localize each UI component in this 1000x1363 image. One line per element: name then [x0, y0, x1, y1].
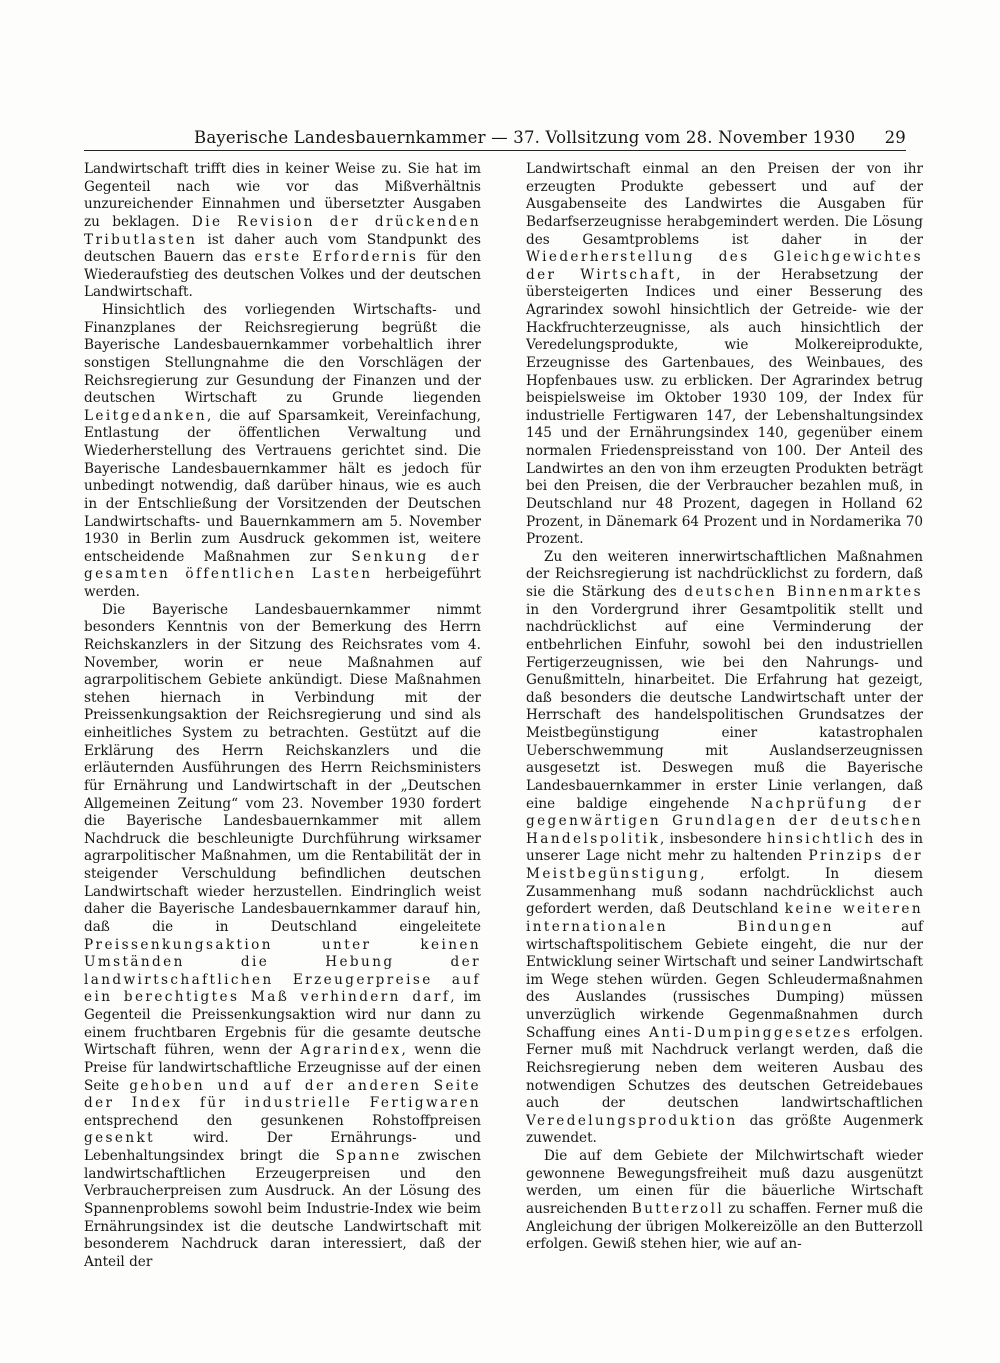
spaced-emphasis: Die Revision der drückenden Tributlasten: [84, 213, 481, 248]
spaced-emphasis: Anti-Dumpinggesetzes: [649, 1024, 853, 1041]
right-text-column: [526, 161, 923, 1254]
text-run: zwischen landwirtschaftlichen Erzeugerpreisen und den Verbraucherpreisen zum Ausdruck. An der Lösung des Spannenproblems sowohl beim Industrie-Index wie beim Ernährungsindex ist die deutsche Landwirtschaft mit besonderem Nachdruck daran interessiert, daß der Anteil der: [84, 1148, 481, 1270]
text-run: auf wirtschaftspolitischem Gebiete eingeht, die nur der Entwicklung seiner Wirtschaft und seiner Landwirtschaft im Wege stehen würden. Gegen Schleudermaßnahmen des Auslandes (russisches Dumping) müssen unverzüglich wirkende Gegenmaßnahmen durch Schaffung eines: [526, 918, 923, 1041]
paragraph: [526, 161, 923, 549]
text-run: wird. Der Ernährungs- und Lebenhaltungsindex bringt die: [84, 1130, 481, 1164]
paragraph: [84, 161, 481, 302]
header-rule: [84, 150, 906, 151]
paragraph: [84, 302, 481, 602]
spaced-emphasis: deutschen Binnenmarktes: [684, 584, 923, 600]
text-run: Landwirtschaft trifft dies in keiner Weise zu. Sie hat im Gegenteil nach wie vor das Mißverhältnis unzureichender Einnahmen und übersetzter Ausgaben zu beklagen.: [84, 161, 481, 230]
text-run: Zu den weiteren innerwirtschaftlichen Maßnahmen der Reichsregierung ist nachdrücklichst zu fordern, daß sie die Stärkung des: [526, 548, 923, 600]
text-run: das größte Augenmerk zuwendet.: [526, 1112, 923, 1147]
spaced-emphasis: erste Erfordernis: [254, 249, 419, 266]
paragraph: [526, 1148, 923, 1254]
paragraph: [84, 602, 481, 1272]
text-run: ist daher auch vom Standpunkt des deutschen Bauern das: [84, 231, 481, 266]
text-run: , erfolgt. In diesem Zusammenhang muß sodann nachdrücklichst auch gefordert werden, daß Deutschland: [526, 866, 923, 918]
spaced-emphasis: gehoben und auf der anderen Seite der Index für industrielle Fertigwaren: [84, 1077, 481, 1112]
running-header: [84, 127, 906, 149]
spaced-emphasis: keine weiteren internationalen Bindungen: [526, 901, 923, 935]
spaced-emphasis: Veredelungsproduktion: [526, 1112, 738, 1129]
text-run: herbeigeführt werden.: [84, 566, 481, 600]
spaced-emphasis: Butterzoll: [631, 1200, 725, 1217]
text-run: des in unserer Lage nicht mehr zu haltenden: [526, 830, 923, 865]
spaced-emphasis: Prinzips der Meistbegünstigung: [526, 848, 923, 882]
spaced-emphasis: Agrarindex: [300, 1042, 402, 1059]
spaced-emphasis: gesenkt: [84, 1130, 156, 1147]
spaced-emphasis: Senkung der gesamten öffentlichen Lasten: [84, 548, 481, 583]
spaced-emphasis: Nachprüfung der gegenwärtigen Grundlagen der deutschen Handelspolitik: [526, 795, 923, 847]
text-run: , im Gegenteil die Preissenkungsaktion wird nur dann zu einem fruchtbaren Ergebnis für die gesamte deutsche Wirtschaft führen, wenn der: [84, 989, 481, 1059]
text-run: , insbesondere: [660, 830, 767, 847]
left-text-column: [84, 161, 481, 1271]
text-run: , in der Herabsetzung der übersteigerten Indices und einer Besserung des Agrarindex sowohl hinsichtlich der Getreide- wie der Hackfruchterzeugnisse, als auch hinsichtlich der Veredelungsprodukte, wie Molkereiprodukte, Erzeugnisse des Gartenbaues, des Weinbaues, des Hopfenbaues usw. zu erblicken. Der Agrarindex betrug beispielsweise im Oktober 1930 109, der Index für industrielle Fertigwaren 147, der Lebenshaltungsindex 145 und der Ernährungsindex 140, gegenüber einem normalen Friedenspreisstand von 100. Der Anteil des Landwirtes an den von ihm erzeugten Produkten beträgt bei den Preisen, die der Verbraucher bezahlen muß, in Deutschland nur 48 Prozent, dagegen in Holland 62 Prozent, in Dänemark 64 Prozent und in Nordamerika 70 Prozent.: [526, 266, 924, 548]
text-run: in den Vordergrund ihrer Gesamtpolitik stellt und nachdrücklichst auf eine Verminderung der entbehrlichen Einfuhr, sowohl bei den industriellen Fertigerzeugnissen, wie bei den Nahrungs- und Genußmitteln, hinarbeitet. Die Erfahrung hat gezeigt, daß besonders die deutsche Landwirtschaft unter der Herrschaft des handelspolitischen Grundsatzes der Meistbegünstigung einer katastrophalen Ueberschwemmung mit Auslandserzeugnissen ausgesetzt ist. Deswegen muß die Bayerische Landesbauernkammer in erster Linie verlangen, daß eine baldige eingehende: [526, 601, 923, 812]
spaced-emphasis: Wiederherstellung des Gleichgewichtes der Wirtschaft: [526, 249, 923, 283]
spaced-emphasis: hinsichtlich: [766, 830, 876, 847]
text-run: für den Wiederaufstieg des deutschen Volkes und der deutschen Landwirtschaft.: [84, 249, 481, 301]
text-run: Die Bayerische Landesbauernkammer nimmt besonders Kenntnis von der Bemerkung des Herrn Reichskanzlers in der Sitzung des Reichsrates vom 4. November, worin er neue Maßnahmen auf agrarpolitischem Gebiete ankündigt. Diese Maßnahmen stehen hiernach in Verbindung mit der Preissenkungsaktion der Reichsregierung und sind als einheitliches System zu betrachten. Gestützt auf die Erklärung des Herrn Reichskanzlers und die erläuternden Ausführungen des Herrn Reichsministers für Ernährung und Landwirtschaft in der „Deutschen Allgemeinen Zeitung“ vom 23. November 1930 fordert die Bayerische Landesbauernkammer mit allem Nachdruck die beschleunigte Durchführung wirksamer agrarpolitischer Maßnahmen, um die Rentabilität der in steigender Verschuldung befindlichen deutschen Landwirtschaft wieder herzustellen. Eindringlich weist daher die Bayerische Landesbauernkammer darauf hin, daß die in Deutschland eingeleitete: [84, 601, 481, 935]
text-run: , wenn die Preise für landwirtschaftliche Erzeugnisse auf der einen Seite: [84, 1042, 481, 1094]
text-run: , die auf Sparsamkeit, Vereinfachung, Entlastung der öffentlichen Verwaltung und Wiederherstellung des Vertrauens gerichtet sind. Die Bayerische Landesbauernkammer hält es jedoch für unbedingt notwendig, daß darüber hinaus, wie es auch in der Entschließung der Vorsitzenden der Deutschen Landwirtschafts- und Bauernkammern am 5. November 1930 in Berlin zum Ausdruck gekommen ist, weitere entscheidende Maßnahmen zur: [84, 407, 481, 565]
spaced-emphasis: Leitgedanken: [84, 407, 208, 424]
paragraph: [526, 549, 923, 1148]
text-run: Hinsichtlich des vorliegenden Wirtschafts- und Finanzplanes der Reichsregierung begrüßt die Bayerische Landesbauernkammer vorbehaltlich ihrer sonstigen Stellungnahme die den Vorschlägen der Reichsregierung zur Gesundung der Finanzen und der deutschen Wirtschaft zu Grunde liegenden: [84, 302, 481, 407]
page-number: 29: [884, 128, 906, 147]
text-run: Die auf dem Gebiete der Milchwirtschaft wieder gewonnene Bewegungsfreiheit muß dazu ausgenützt werden, um einen für die bäuerliche Wirtschaft ausreichenden: [526, 1148, 923, 1217]
spaced-emphasis: Spanne: [335, 1148, 402, 1164]
running-header-title: Bayerische Landesbauernkammer — 37. Vollsitzung vom 28. November 1930: [194, 128, 856, 147]
spaced-emphasis: Preissenkungsaktion unter keinen Umständen die Hebung der landwirtschaftlichen Erzeugerpreise auf ein berechtigtes Maß verhindern darf: [84, 936, 481, 1006]
text-run: Landwirtschaft einmal an den Preisen der von ihr erzeugten Produkte gebessert und auf der Ausgabenseite des Landwirtes die Ausgaben für Bedarfserzeugnisse herabgemindert werden. Die Lösung des Gesamtproblems ist daher in der: [526, 161, 923, 248]
text-run: entsprechend den gesunkenen Rohstoffpreisen: [84, 1112, 481, 1129]
text-run: erfolgen. Ferner muß mit Nachdruck verlangt werden, daß die Reichsregierung neben dem weiteren Ausbau des notwendigen Schutzes des deutschen Getreidebaues auch der deutschen landwirtschaftlichen: [526, 1024, 924, 1112]
text-run: zu schaffen. Ferner muß die Angleichung der übrigen Molkereizölle an den Butterzoll erfolgen. Gewiß stehen hier, wie auf an-: [526, 1200, 923, 1253]
